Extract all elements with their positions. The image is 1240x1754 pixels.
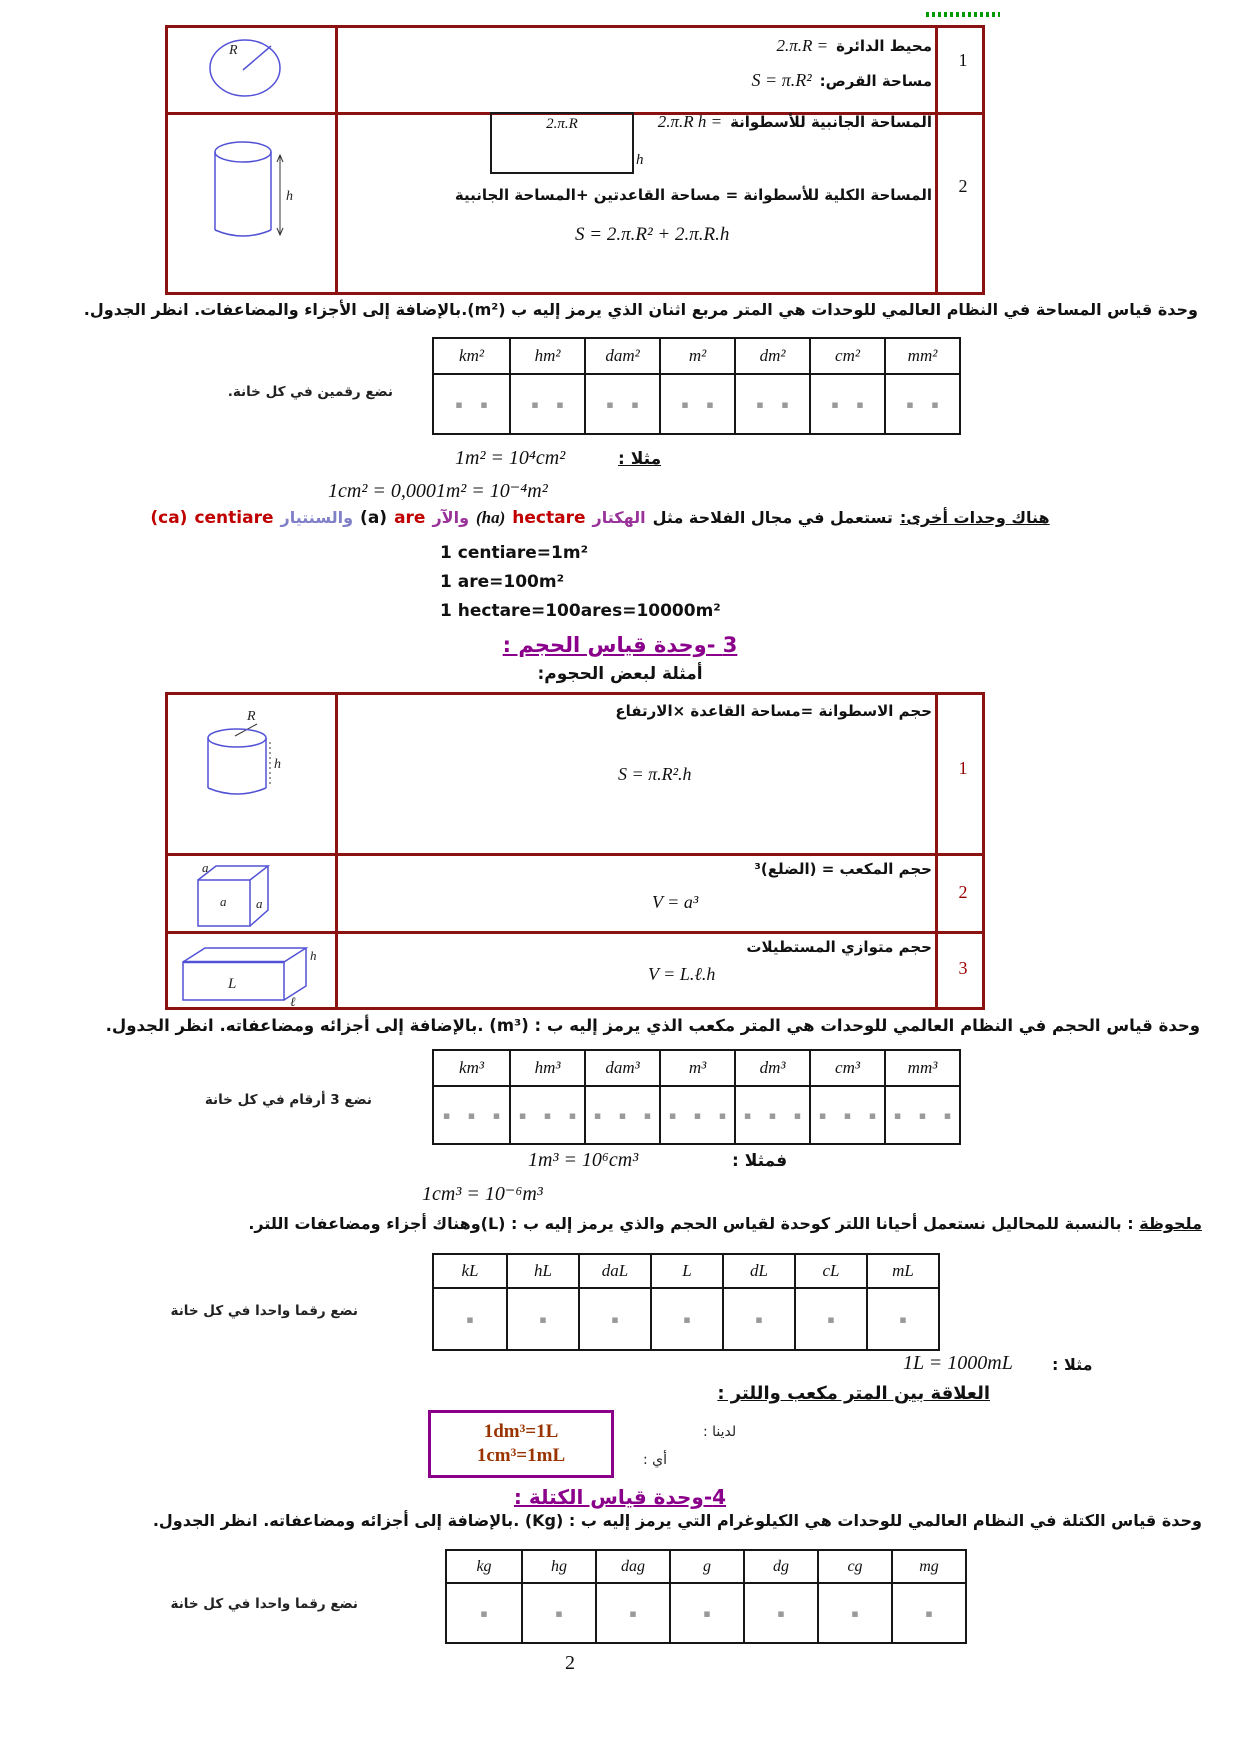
box-volume-formula <box>746 938 932 956</box>
unit-ca-abbrev: (ca) <box>150 508 188 528</box>
volume-section-subtitle: أمثلة لبعض الحجوم: <box>537 664 703 684</box>
edge-label: a <box>220 894 227 909</box>
unit-header: g <box>669 1551 743 1582</box>
edge-label: a <box>202 860 209 875</box>
digits-placeholder-cell: ▪ ▪ <box>455 397 495 411</box>
rectangle-width-label: 2.π.R <box>546 116 578 132</box>
total-area-equation: S = 2.π.R² + 2.π.R.h <box>575 224 730 245</box>
digits-placeholder-cell: ▪ <box>722 1289 794 1349</box>
spellcheck-squiggle-icon <box>926 12 1000 17</box>
page-number: 2 <box>565 1652 575 1674</box>
length-label: L <box>228 976 237 992</box>
digits-placeholder-cell: ▪ ▪ <box>584 375 659 433</box>
liter-units-table <box>432 1253 940 1351</box>
other-units-body: تستعمل في مجال الفلاحة مثل <box>652 508 893 527</box>
digits-placeholder-cell: ▪ <box>506 1289 578 1349</box>
volume-example-1: 1m³ = 10⁶cm³ <box>528 1149 639 1171</box>
area-example-2: 1cm² = 0,0001m² = 10⁻⁴m² <box>328 480 548 502</box>
table-divider <box>935 695 938 1007</box>
digits-placeholder-cell: ▪ <box>817 1584 891 1642</box>
row-number: 1 <box>958 50 968 70</box>
mass-section-title: 4-وحدة قياس الكتلة : <box>513 1485 727 1509</box>
digits-placeholder-cell: ▪ <box>480 1606 495 1620</box>
unit-centiare: centiare <box>194 508 274 528</box>
disc-area-formula <box>752 70 932 91</box>
lateral-area-formula <box>658 112 932 132</box>
formula-math: 2.π.R = <box>776 36 829 55</box>
unit-header: kL <box>461 1261 479 1280</box>
unit-header: mL <box>866 1255 938 1287</box>
unit-centiare-arabic: والسنتيار <box>280 508 354 527</box>
unit-header: dL <box>722 1255 794 1287</box>
digits-placeholder-cell: ▪ <box>794 1289 866 1349</box>
liter-example: 1L = 1000mL <box>903 1352 1013 1374</box>
row-number: 2 <box>958 176 968 196</box>
note-label: ملحوظة <box>1139 1214 1202 1233</box>
volume-intro-paragraph: وحدة قياس الحجم في النظام العالمي للوحدات هي المتر مكعب الذي يرمز إليه ب : (m³) .بالإضافة إلى أجزائه ومضاعفاته. انظر الجدول. <box>105 1016 1200 1035</box>
circle-figure <box>205 34 285 100</box>
width-label: ℓ <box>290 994 296 1009</box>
other-units-lead: هناك وحدات أخرى: <box>899 508 1050 527</box>
unit-header: L <box>650 1255 722 1287</box>
unit-header: m³ <box>659 1051 734 1085</box>
mass-intro-paragraph: وحدة قياس الكتلة في النظام العالمي للوحدات هي الكيلوغرام التي يرمز إليه ب : (Kg) .بالإضافة إلى أجزائه ومضاعفاته. انظر الجدول. <box>152 1511 1202 1530</box>
unit-header: dam² <box>584 339 659 373</box>
note-text: : بالنسبة للمحاليل نستعمل أحيانا اللتر كوحدة لقياس الحجم والذي يرمز إليه ب : (L)وهناك أجزاء ومضاعفات اللتر. <box>248 1214 1140 1233</box>
table-divider <box>168 853 982 856</box>
digits-placeholder-cell: ▪ <box>521 1584 595 1642</box>
liter-note-line <box>248 1214 1202 1233</box>
unit-header: cg <box>817 1551 891 1582</box>
unit-header: hm² <box>509 339 584 373</box>
digits-placeholder-cell: ▪ <box>578 1289 650 1349</box>
formula-arabic: المساحة الكلية للأسطوانة = مساحة القاعدتين +المساحة الجانبية <box>454 186 932 204</box>
height-label: h <box>310 948 317 963</box>
formula-math: S = π.R² <box>751 70 812 90</box>
table-divider <box>935 28 938 292</box>
unit-header: cL <box>794 1255 866 1287</box>
unit-header: km³ <box>459 1058 484 1077</box>
unit-ha-abbrev: (ha) <box>476 508 506 527</box>
digits-placeholder-cell: ▪ ▪ <box>884 375 959 433</box>
conversion-are: 1 are=100m² <box>440 572 565 592</box>
digits-placeholder-cell: ▪ <box>595 1584 669 1642</box>
unit-header: daL <box>578 1255 650 1287</box>
digits-placeholder-cell: ▪ <box>669 1584 743 1642</box>
table-divider <box>335 28 338 292</box>
area-table-note: نضع رقمين في كل خانة. <box>227 384 393 400</box>
unit-header: m² <box>659 339 734 373</box>
digits-placeholder-cell: ▪ ▪ <box>809 375 884 433</box>
other-units-line <box>70 508 1130 528</box>
cylinder-figure <box>212 138 304 246</box>
formula-math: 2.π.R h = <box>657 112 723 131</box>
unit-header: dag <box>595 1551 669 1582</box>
formula-arabic: حجم الاسطوانة =مساحة القاعدة ×الارتفاع <box>615 702 932 720</box>
relation-title: العلاقة بين المتر مكعب واللتر : <box>717 1383 990 1404</box>
total-area-formula <box>455 186 932 204</box>
unit-are-arabic: والآر <box>432 508 470 527</box>
digits-placeholder-cell: ▪ ▪ ▪ <box>659 1087 734 1143</box>
mass-units-table <box>445 1549 967 1644</box>
unit-header: hL <box>506 1255 578 1287</box>
digits-placeholder-cell: ▪ ▪ ▪ <box>509 1087 584 1143</box>
mass-table-note: نضع رقما واحدا في كل خانة <box>170 1596 358 1612</box>
digits-placeholder-cell: ▪ ▪ <box>659 375 734 433</box>
digits-placeholder-cell: ▪ ▪ ▪ <box>884 1087 959 1143</box>
height-label: h <box>286 189 293 204</box>
unit-header: dam³ <box>584 1051 659 1085</box>
formula-arabic: مساحة القرص: <box>819 72 932 90</box>
cylinder-volume-equation: S = π.R².h <box>618 764 692 784</box>
table-divider <box>168 931 982 934</box>
volume-units-table <box>432 1049 961 1145</box>
digits-placeholder-cell: ▪ ▪ <box>734 375 809 433</box>
formula-arabic: المساحة الجانبية للأسطوانة <box>730 113 932 131</box>
row-number: 2 <box>958 882 968 902</box>
circle-perimeter-formula <box>776 36 932 56</box>
digits-placeholder-cell: ▪ <box>466 1312 481 1326</box>
unit-header: cm² <box>809 339 884 373</box>
unit-hectare: hectare <box>512 508 586 528</box>
digits-placeholder-cell: ▪ ▪ ▪ <box>734 1087 809 1143</box>
unit-header: kg <box>476 1557 492 1575</box>
digits-placeholder-cell: ▪ <box>866 1289 938 1349</box>
cube-figure <box>190 858 286 930</box>
cube-volume-equation: V = a³ <box>652 892 699 912</box>
unrolled-rectangle-figure <box>490 112 634 174</box>
row-number: 1 <box>958 758 968 778</box>
unit-header: hg <box>521 1551 595 1582</box>
digits-placeholder-cell: ▪ ▪ ▪ <box>442 1108 508 1122</box>
unit-header: mg <box>891 1551 965 1582</box>
table-divider <box>335 695 338 1007</box>
liter-table-note: نضع رقما واحدا في كل خانة <box>170 1303 358 1319</box>
cube-volume-formula <box>754 860 932 878</box>
digits-placeholder-cell: ▪ <box>743 1584 817 1642</box>
rectangular-box-figure <box>178 940 326 1010</box>
digits-placeholder-cell: ▪ <box>891 1584 965 1642</box>
unit-header: dg <box>743 1551 817 1582</box>
volume-table-note: نضع 3 أرقام في كل خانة <box>204 1092 372 1108</box>
relation-lead: لدينا : <box>703 1424 737 1440</box>
unit-header: dm² <box>734 339 809 373</box>
example-label: مثلا : <box>1052 1355 1093 1374</box>
digits-placeholder-cell: ▪ ▪ ▪ <box>584 1087 659 1143</box>
relation-line-2: 1cm³=1mL <box>476 1445 566 1466</box>
relation-line-1: 1dm³=1L <box>483 1421 559 1442</box>
digits-placeholder-cell: ▪ ▪ ▪ <box>809 1087 884 1143</box>
unit-a-abbrev: (a) <box>360 508 388 528</box>
volume-section-title: 3 -وحدة قياس الحجم : <box>502 633 738 657</box>
unit-are: are <box>394 508 426 528</box>
unit-header: mm² <box>884 339 959 373</box>
area-example-1: 1m² = 10⁴cm² <box>455 447 566 469</box>
row-number: 3 <box>958 958 968 978</box>
unit-hectare-arabic: الهكتار <box>592 508 646 527</box>
box-volume-equation: V = L.ℓ.h <box>648 964 716 984</box>
unit-header: dm³ <box>734 1051 809 1085</box>
conversion-hectare: 1 hectare=100ares=10000m² <box>440 601 721 621</box>
digits-placeholder-cell: ▪ ▪ <box>509 375 584 433</box>
unit-header: km² <box>459 346 484 365</box>
cylinder-figure <box>205 708 293 804</box>
rectangle-height-label: h <box>636 152 644 168</box>
volume-example-2: 1cm³ = 10⁻⁶m³ <box>422 1183 543 1205</box>
unit-header: mm³ <box>884 1051 959 1085</box>
formula-arabic: حجم متوازي المستطيلات <box>746 938 932 956</box>
formula-arabic: حجم المكعب = (الضلع)³ <box>754 860 932 878</box>
edge-label: a <box>256 896 263 911</box>
cylinder-volume-formula <box>615 702 932 720</box>
relation-ie: أي : <box>643 1452 668 1468</box>
radius-label: R <box>229 43 238 58</box>
area-units-table <box>432 337 961 435</box>
digits-placeholder-cell: ▪ <box>650 1289 722 1349</box>
formula-arabic: محيط الدائرة <box>836 37 932 55</box>
unit-header: hm³ <box>509 1051 584 1085</box>
height-label: h <box>274 757 281 772</box>
example-label: فمثلا : <box>732 1151 788 1171</box>
radius-label: R <box>247 709 256 724</box>
unit-header: cm³ <box>809 1051 884 1085</box>
example-label: مثلا : <box>618 449 662 469</box>
area-intro-paragraph: وحدة قياس المساحة في النظام العالمي للوحدات هي المتر مربع اثنان الذي يرمز إليه ب (m²).بالإضافة إلى الأجزاء والمضاعفات. انظر الجدول. <box>83 300 1198 319</box>
liter-relation-box <box>428 1410 614 1478</box>
conversion-centiare: 1 centiare=1m² <box>440 543 589 563</box>
